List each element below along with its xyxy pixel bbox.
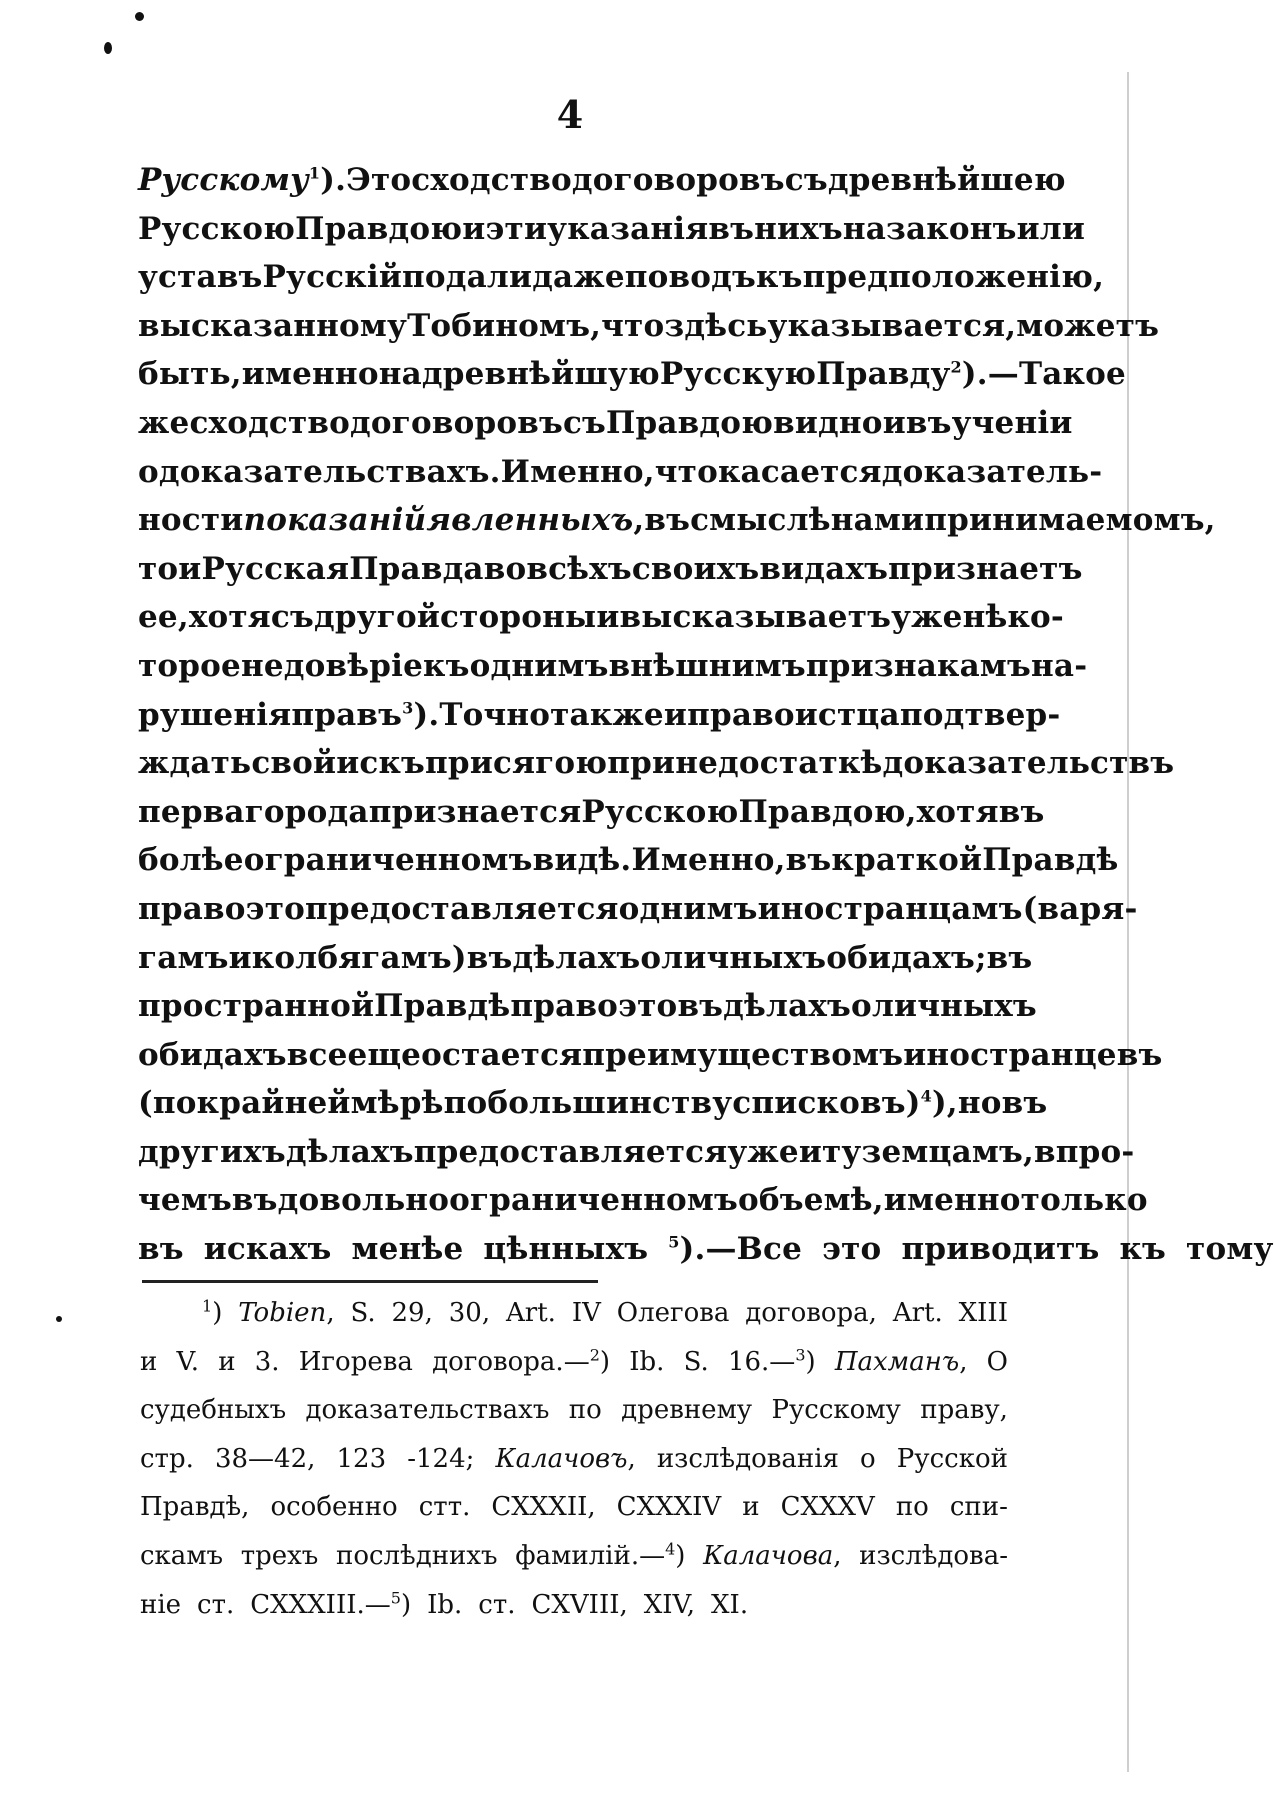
word: доказательствахъ (305, 1395, 550, 1426)
footnote-line (140, 1541, 1008, 1590)
word: иностранцевъ (903, 1036, 1163, 1073)
word: правъ (291, 696, 403, 733)
word: можетъ (1016, 307, 1160, 344)
word: уже (727, 1133, 799, 1170)
word: все (286, 1036, 348, 1073)
word: въ (466, 939, 513, 976)
word: спи- (949, 1492, 1008, 1523)
word: указывается, (767, 307, 1017, 344)
word: доказательствъ (882, 745, 1175, 782)
word: въ (998, 793, 1045, 830)
word: другой (313, 599, 441, 636)
word: 29, (391, 1298, 433, 1328)
word: въ (986, 939, 1033, 976)
word: и (663, 696, 688, 733)
word: и (742, 1492, 760, 1523)
word: присягою (425, 745, 608, 782)
word: это (245, 890, 306, 927)
text-line (138, 307, 1160, 357)
word: (по (138, 1085, 197, 1122)
word: CXVIII, (531, 1589, 628, 1620)
text-line (138, 647, 1088, 697)
word: 3. (254, 1346, 280, 1377)
word: Тобиномъ, (407, 307, 602, 344)
word: въ (708, 210, 755, 247)
word: уже (891, 599, 963, 636)
word: искахъ (203, 1231, 332, 1268)
word: недовѣріе (240, 647, 424, 684)
word: впро- (1034, 1133, 1135, 1170)
word: древнѣйшую (421, 356, 660, 393)
word: ученіи (951, 404, 1073, 441)
word: особенно (270, 1492, 398, 1523)
word: и (140, 1346, 158, 1377)
word: доказательствахъ. (158, 453, 501, 490)
word: Правда (349, 550, 484, 587)
word: послѣднихъ (335, 1540, 498, 1571)
word: О (986, 1346, 1008, 1377)
word: изслѣдова- (859, 1540, 1008, 1571)
word: въ (231, 1182, 278, 1219)
word: о (851, 988, 872, 1025)
word: чемъ (138, 1182, 232, 1219)
word: стр. (140, 1443, 194, 1474)
word: Правдѣ (982, 842, 1119, 879)
word: признается (368, 793, 582, 830)
page-number: 4 (556, 92, 584, 137)
word: и (798, 1133, 823, 1170)
word: древнѣйшею (827, 162, 1066, 198)
word: CXXXII, (491, 1492, 596, 1523)
word: на (842, 210, 886, 247)
footnote-line (140, 1444, 1008, 1493)
word: $^3$). (402, 696, 440, 733)
text-line (138, 599, 1064, 648)
word: $^4$), (920, 1085, 958, 1122)
word: Калачовъ, (495, 1443, 636, 1474)
word: Игорева (298, 1346, 413, 1377)
word: на (378, 356, 422, 393)
word: туземцамъ, (822, 1133, 1034, 1170)
word: договора, (745, 1298, 877, 1328)
word: изслѣдованія (656, 1443, 839, 1474)
text-line (138, 793, 1045, 843)
text-line (138, 988, 1037, 1037)
word: $^5$).—Все (668, 1231, 803, 1268)
word: Пахманъ, (834, 1346, 968, 1377)
word: это (822, 1231, 882, 1268)
word: XIV, (643, 1589, 696, 1620)
word: подтвер- (899, 696, 1061, 733)
word: что (654, 453, 718, 490)
word: поводъ (624, 259, 756, 296)
text-line (138, 259, 1105, 308)
word: право (138, 890, 246, 927)
word: Русскою (138, 210, 296, 247)
word: -124; (407, 1443, 475, 1474)
word: списковъ) (732, 1085, 921, 1122)
word: здѣсь (664, 307, 768, 344)
word: ее, (138, 599, 189, 636)
word: рода (284, 793, 369, 830)
word: краткой (831, 842, 983, 879)
word: обидахъ; (826, 939, 987, 976)
word: къ (423, 647, 470, 684)
word: (варя- (1022, 890, 1138, 927)
word: Русскому (138, 162, 309, 198)
word: CXXXIII.—$^5$) (250, 1587, 412, 1620)
word: и (178, 550, 202, 587)
word: по (568, 1395, 602, 1426)
word: менѣе (351, 1231, 464, 1268)
word: ніе (140, 1589, 182, 1620)
word: однимъ (618, 890, 758, 927)
word: принимаемомъ, (924, 502, 1216, 539)
word: быть, (138, 356, 242, 393)
word: хотя (916, 793, 999, 830)
word: Калачова, (703, 1540, 842, 1571)
text-line (138, 162, 1066, 211)
footnote-line (140, 1344, 1008, 1396)
word: однимъ (469, 647, 609, 684)
word: только (1020, 1182, 1148, 1219)
word: же (138, 404, 190, 441)
word: о (640, 939, 662, 976)
ink-speck (135, 12, 144, 21)
word: Правдѣ, (140, 1492, 250, 1523)
text-line (138, 453, 1103, 503)
word: видно (773, 404, 883, 441)
word: праву, (920, 1395, 1008, 1426)
word: рушенія (138, 696, 292, 733)
word: иностранцамъ (757, 890, 1023, 927)
word: IV (571, 1298, 601, 1328)
word: о (860, 1443, 876, 1474)
word: право (687, 696, 795, 733)
word: дѣлахъ (512, 939, 641, 976)
word: другихъ (138, 1133, 286, 1170)
text-line (138, 1133, 1135, 1183)
word: колбягамъ) (251, 939, 467, 976)
word: Правду (816, 356, 951, 393)
word: Именно, (631, 842, 786, 879)
word: съ (784, 162, 828, 198)
word: Правдою, (738, 793, 917, 830)
word: Art. (892, 1298, 943, 1328)
word: о (138, 453, 159, 490)
word: Русскій (262, 259, 403, 296)
word: въ (138, 1231, 184, 1268)
word: искъ (336, 745, 426, 782)
word: 16.—$^3$) (727, 1344, 816, 1377)
word: договоровъ (571, 162, 785, 198)
word: также (550, 696, 664, 733)
word: XIII (958, 1298, 1008, 1328)
word: 38—42, (214, 1443, 316, 1474)
word: эти (485, 210, 548, 247)
word: Это (346, 162, 412, 198)
word: въ (785, 842, 832, 879)
word: 123 (336, 1443, 387, 1474)
word: стт. (418, 1492, 471, 1523)
word: цѣнныхъ (483, 1231, 649, 1268)
word: Русская (201, 550, 350, 587)
word: ограниченномъ (449, 1182, 738, 1219)
word: то (138, 550, 179, 587)
word: крайней (196, 1085, 351, 1122)
word: ст. (478, 1589, 516, 1620)
word: Ib. (427, 1589, 463, 1620)
text-line (138, 696, 1061, 746)
ink-speck (56, 1316, 62, 1322)
word: Правдою (606, 404, 774, 441)
text-line (138, 842, 1119, 891)
word: касается (717, 453, 882, 490)
word: Точно (439, 696, 551, 733)
footnote-line (140, 1395, 1008, 1444)
word: нихъ (754, 210, 843, 247)
word: преимуществомъ (582, 1036, 904, 1073)
word: своихъ (631, 550, 760, 587)
word: признакамъ (805, 647, 1032, 684)
word: дѣлахъ (285, 1133, 414, 1170)
word: Правдѣ (374, 988, 511, 1025)
word: фамилій.—$^4$) (515, 1539, 686, 1571)
word: нами (830, 502, 925, 539)
word: по (443, 1085, 488, 1122)
word: мѣрѣ (350, 1085, 444, 1122)
body-text (138, 162, 1274, 1280)
text-line (138, 404, 1073, 454)
word: подали (402, 259, 533, 296)
word: предположенію, (802, 259, 1105, 296)
text-line (138, 1036, 1163, 1086)
word: даже (532, 259, 625, 296)
word: обидахъ (138, 1036, 287, 1073)
word: тому (1186, 1231, 1274, 1268)
word: Олегова (616, 1298, 730, 1328)
word: торое (138, 647, 241, 684)
word: къ (1119, 1231, 1167, 1268)
word: S. (683, 1346, 709, 1377)
word: XI. (711, 1589, 749, 1620)
word: сходство (189, 404, 351, 441)
text-line (138, 1085, 1048, 1134)
word: явленныхъ, (426, 502, 645, 539)
word: съ (562, 404, 607, 441)
word: истца (794, 696, 900, 733)
word: Tobien, (238, 1298, 335, 1328)
word: объемѣ, (737, 1182, 884, 1219)
word: древнему (621, 1395, 753, 1426)
word: Русскою (581, 793, 739, 830)
word: стороны (440, 599, 597, 636)
word: ности (138, 502, 244, 539)
word: и (882, 404, 906, 441)
text-line (138, 550, 1083, 600)
word: приводитъ (901, 1231, 1100, 1268)
word: всѣхъ (526, 550, 632, 587)
word: болѣе (138, 842, 244, 879)
word: право (510, 988, 619, 1025)
word: и (462, 210, 486, 247)
word: скамъ (140, 1540, 224, 1571)
text-line (138, 745, 1175, 794)
word: и (228, 939, 252, 976)
word: предоставляется (305, 890, 619, 927)
footnote-line (140, 1492, 1008, 1541)
word: пространной (138, 988, 375, 1025)
word: недостаткѣ (675, 745, 883, 782)
word: доказатель- (881, 453, 1103, 490)
word: ждать (138, 745, 252, 782)
word: договора.—$^2$) (432, 1344, 611, 1377)
word: но (957, 1085, 1002, 1122)
word: Именно, (500, 453, 655, 490)
word: нѣко- (962, 599, 1064, 636)
word: предоставляется (413, 1133, 728, 1170)
word: ст. (197, 1589, 235, 1620)
word: V. (176, 1346, 200, 1377)
word: свой (251, 745, 337, 782)
word: Русскому (771, 1395, 901, 1426)
footnotes (140, 1298, 1008, 1638)
word: дѣлахъ (723, 988, 852, 1025)
word: видахъ (759, 550, 889, 587)
word: или (1016, 210, 1086, 247)
footnote-line (140, 1298, 1008, 1347)
word: еще (347, 1036, 422, 1073)
word: CXXXIV (616, 1492, 722, 1523)
word: личныхъ (871, 988, 1037, 1025)
word: это (618, 988, 678, 1025)
word: съ (270, 599, 314, 636)
word: въ (644, 502, 691, 539)
text-line (138, 939, 1033, 989)
text-line (138, 502, 1216, 551)
word: въ (1001, 1085, 1048, 1122)
word: уставъ (138, 259, 263, 296)
word: къ (756, 259, 803, 296)
word: высказываетъ (619, 599, 892, 636)
word: на- (1031, 647, 1088, 684)
word: остается (421, 1036, 583, 1073)
word: и (596, 599, 620, 636)
word: во (483, 550, 527, 587)
text-line (138, 1231, 1274, 1280)
word: Русской (896, 1443, 1008, 1474)
word: $^1$) (202, 1296, 223, 1328)
word: трехъ (240, 1540, 319, 1571)
word: видѣ. (532, 842, 632, 879)
word: большинству (487, 1085, 733, 1122)
word: судебныхъ (140, 1395, 287, 1426)
word: по (895, 1492, 929, 1523)
word: Правдою (295, 210, 463, 247)
ink-speck (104, 42, 112, 54)
word: указанія (547, 210, 709, 247)
word: законъ (886, 210, 1017, 247)
word: при (607, 745, 676, 782)
text-line (138, 210, 1086, 260)
word: Русскую (659, 356, 817, 393)
word: перваго (138, 793, 285, 830)
word: признаетъ (888, 550, 1083, 587)
word: показаній (243, 502, 427, 539)
word: гамъ (138, 939, 229, 976)
footnote-separator (142, 1280, 598, 1283)
word: 30, (448, 1298, 491, 1328)
word: Art. (506, 1298, 556, 1328)
word: довольно (277, 1182, 450, 1219)
footnote-line (140, 1587, 1008, 1639)
text-line (138, 890, 1138, 940)
text-line (138, 356, 1126, 405)
word: ограниченномъ (243, 842, 533, 879)
word: смыслѣ (690, 502, 831, 539)
text-line (138, 1182, 1148, 1231)
word: S. (350, 1298, 376, 1328)
word: именно (241, 356, 379, 393)
word: и (218, 1346, 236, 1377)
word: въ (677, 988, 724, 1025)
word: CXXXV (780, 1492, 875, 1523)
word: Ib. (629, 1346, 665, 1377)
word: сходство (411, 162, 572, 198)
word: договоровъ (350, 404, 563, 441)
word: въ (905, 404, 952, 441)
word: что (601, 307, 665, 344)
word: высказанному (138, 307, 408, 344)
word: хотя (188, 599, 271, 636)
word: $^1$). (308, 162, 347, 198)
word: $^2$).—Такое (950, 356, 1126, 393)
word: личныхъ (661, 939, 827, 976)
word: именно (883, 1182, 1021, 1219)
word: внѣшнимъ (608, 647, 806, 684)
